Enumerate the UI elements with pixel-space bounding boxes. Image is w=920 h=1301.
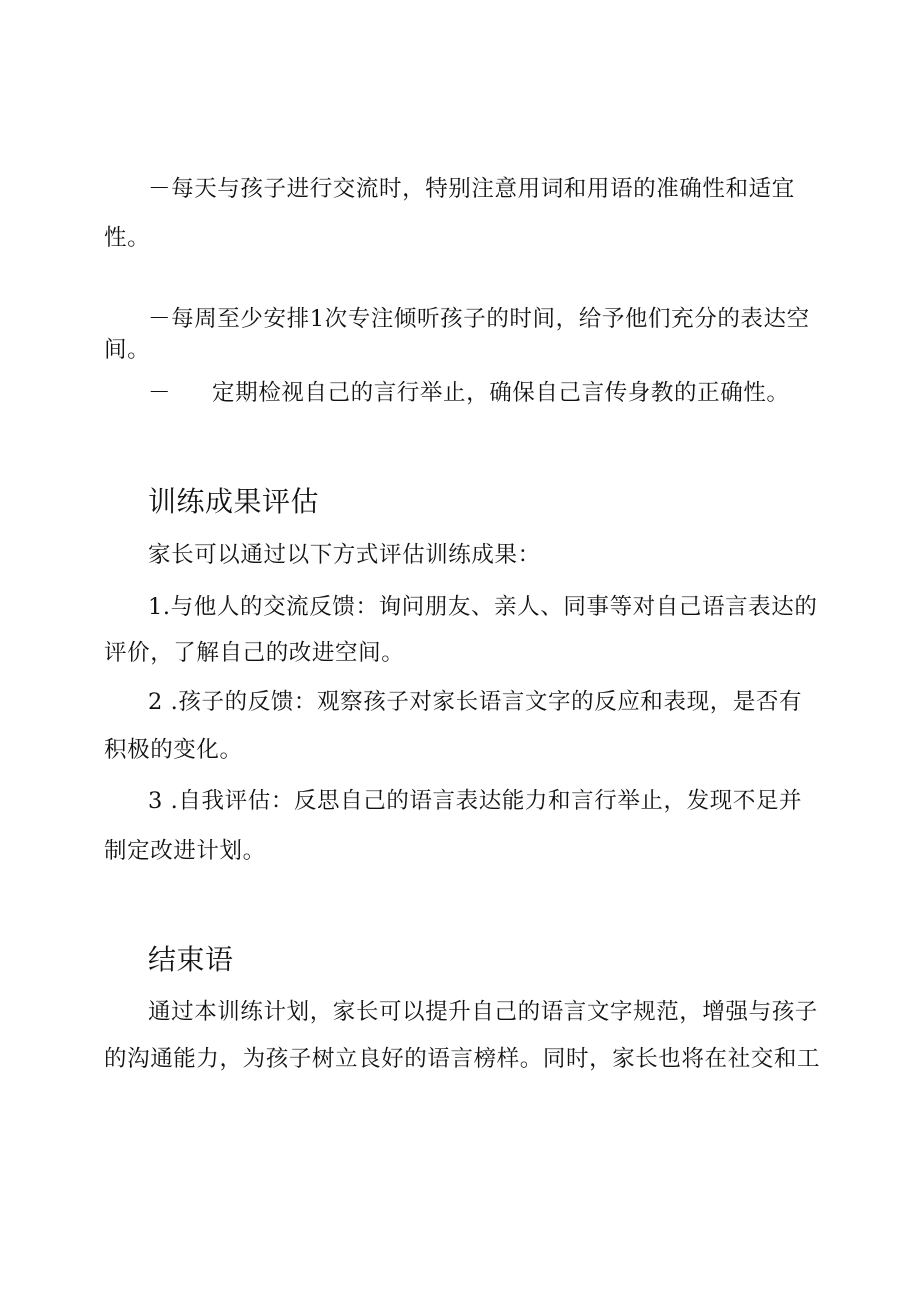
evaluation-item-2-line-2: 积极的变化。 xyxy=(104,737,243,763)
bullet-3-dash: － xyxy=(148,380,172,406)
evaluation-item-1-line-1: 1.与他人的交流反馈：询问朋友、亲人、同事等对自己语言表达的 xyxy=(148,594,818,620)
evaluation-item-3-line-1: 3 .自我评估：反思自己的语言表达能力和言行举止，发现不足并 xyxy=(148,788,803,814)
evaluation-item-1-line-2: 评价，了解自己的改进空间。 xyxy=(104,640,405,666)
section-heading-conclusion: 结束语 xyxy=(148,943,234,976)
conclusion-line-1: 通过本训练计划，家长可以提升自己的语言文字规范，增强与孩子 xyxy=(148,999,818,1025)
bullet-3-text: 定期检视自己的言行举止，确保自己言传身教的正确性。 xyxy=(212,380,790,406)
bullet-1-line-1: －每天与孩子进行交流时，特别注意用词和用语的准确性和适宜 xyxy=(148,176,795,202)
conclusion-line-2: 的沟通能力，为孩子树立良好的语言榜样。同时，家长也将在社交和工 xyxy=(104,1046,821,1072)
evaluation-intro: 家长可以通过以下方式评估训练成果： xyxy=(148,542,541,568)
bullet-2-line-1: －每周至少安排1次专注倾听孩子的时间，给予他们充分的表达空 xyxy=(148,306,810,332)
bullet-1-line-2: 性。 xyxy=(104,225,151,251)
bullet-2-line-2: 间。 xyxy=(104,337,151,363)
section-heading-evaluation: 训练成果评估 xyxy=(148,485,320,518)
evaluation-item-2-line-1: 2 .孩子的反馈：观察孩子对家长语言文字的反应和表现，是否有 xyxy=(148,689,803,715)
evaluation-item-3-line-2: 制定改进计划。 xyxy=(104,838,266,864)
bullet-3 xyxy=(148,378,790,408)
